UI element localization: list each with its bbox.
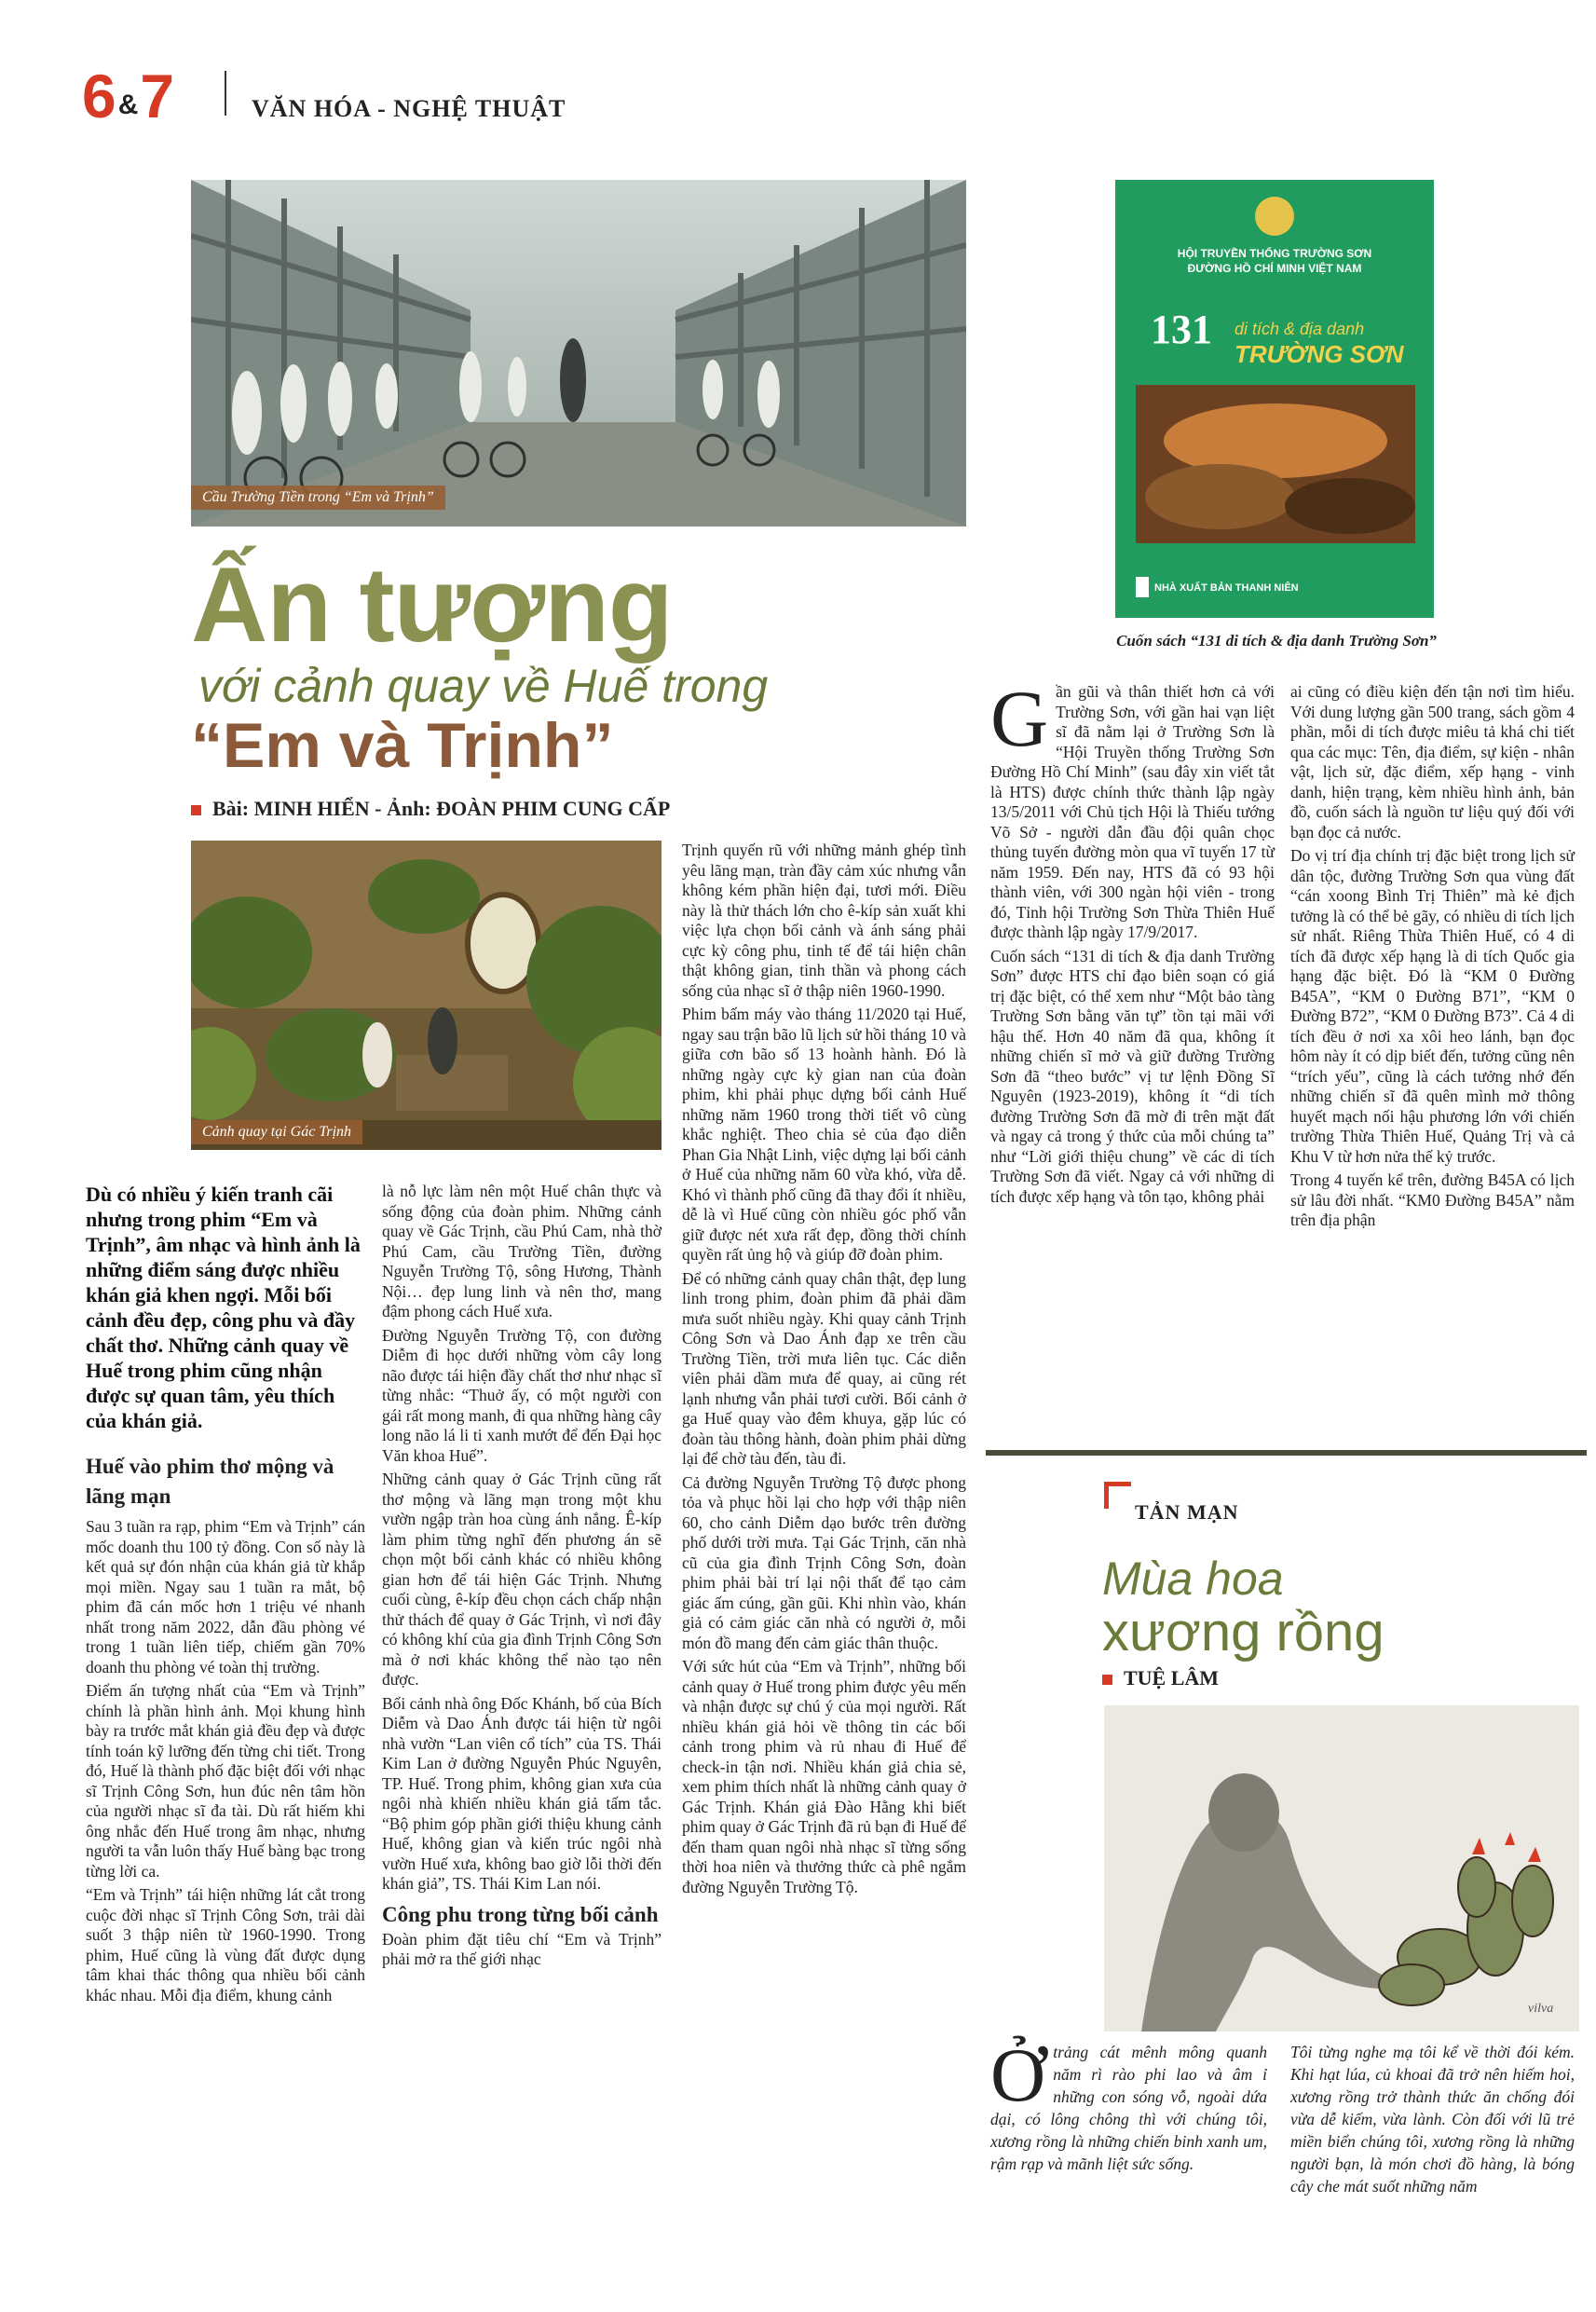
book-publisher: HỘI TRUYỀN THỐNG TRƯỜNG SƠN: [1177, 247, 1372, 260]
garden-photo-caption: Cảnh quay tại Gác Trịnh: [191, 1120, 362, 1144]
section-bracket-icon: [1104, 1482, 1131, 1509]
article-paragraph: Với sức hút của “Em và Trịnh”, những bối cảnh quay ở Huế trong phim được yêu mến và nhận được sự chú ý của mọi người. Rất nhiều khán giả hỏi về thông tin các bối cảnh trong phim và rủ nhau đi Huế để check-in tận nơi. Nhiều khán giả chia sẻ, xem phim thích nhất là những cảnh quay ở Gác Trịnh. Khán giả Đào Hằng khi biết phim quay ở Gác Trịnh đã rủ bạn đi Huế để đến tham quan ngôi nhà nhạc sĩ từng sống thời hoa niên và thưởng thức cà phê ngắm đường Nguyễn Trường Tộ.: [682, 1657, 966, 1896]
article-column-2: [382, 1182, 662, 1974]
publisher-logo-icon: [1136, 577, 1149, 597]
section-divider: [986, 1450, 1587, 1456]
article-paragraph: Để có những cảnh quay chân thật, đẹp lung linh trong phim, đoàn phim đã phải dầm mưa suốt nhiều ngày. Khi quay cảnh Trịnh Công Sơn và Dao Ánh đạp xe trên cầu Trường Tiền, trời mưa liên tục. Các diễn viên phải dầm mưa để quay, ai cũng rét lạnh nhưng vẫn phải tươi cười. Bối cảnh ở ga Huế quay vào đêm khuya, gặp lúc có đoàn tàu thông hành, đoàn phim phải dừng lại để chờ tàu đến, tàu đi.: [682, 1268, 966, 1468]
essay-column-2: [1290, 2041, 1575, 2197]
book-cover: [1115, 180, 1434, 618]
article-lead: Dù có nhiều ý kiến tranh cãi nhưng trong phim “Em và Trịnh”, âm nhạc và hình ảnh là những điểm sáng được nhiều khán giả khen ngợi. Mỗi bối cảnh đều đẹp, công phu và đầy chất thơ. Những cảnh quay về Huế trong phim cũng nhận được sự quan tâm, yêu thích của khán giả.: [86, 1183, 361, 1432]
book-painting: [1136, 385, 1415, 543]
article2-paragraph: Cuốn sách “131 di tích & địa danh Trường Sơn” được HTS chỉ đạo biên soạn có giá trị đặc biệt, có thể xem như “Một bảo tàng Trường Sơn bằng văn tự” tồn tại mãi với hậu thế. Hơn 40 năm đã qua, không ít những chiến sĩ mở và giữ đường Trường Sơn đã “theo bước” vị tư lệnh Đồng Sĩ Nguyên (1923-2019), không ít “di tích đường Trường Sơn đã mờ đi trên mặt đất và ngay cả trong ý thức của mỗi chúng ta” như “Lời giới thiệu chung” về các di tích Trường Sơn đã viết. Ngay cả với những di tích được xếp hạng và tôn tạo, không phải: [990, 946, 1275, 1206]
article2-paragraph: Trong 4 tuyến kể trên, đường B45A có lịch sử lâu đời nhất. “KM0 Đường B45A” nằm trên địa phận: [1290, 1170, 1575, 1229]
column-label: TẢN MẠN: [1135, 1500, 1239, 1524]
article-paragraph: Phim bấm máy vào tháng 11/2020 tại Huế, ngay sau trận bão lũ lịch sử hồi tháng 10 và giữa cơn bão số 13 hoành hành. Đó là những ngày cực kỳ gian nan của đoàn phim, khi phải phục dựng bối cảnh Huế những năm 1960 trong thời tiết vô cùng khắc nghiệt. Theo chia sẻ của đạo diễn Phan Gia Nhật Linh, việc dựng lại bối cảnh ở Huế của những năm 60 vừa khó, vừa dễ. Khó vì thành phố cũng đã thay đổi ít nhiều, dễ là vì Huế cũng còn nhiều góc phố vẫn giữ được nét xưa rất đẹp, đồng thời chính quyền rất ủng hộ và giúp đỡ đoàn phim.: [682, 1005, 966, 1264]
article-paragraph: Đoàn phim đặt tiêu chí “Em và Trịnh” phải mở ra thế giới nhạc: [382, 1929, 662, 1968]
article2-paragraph: Gần gũi và thân thiết hơn cả với Trường Sơn, với gần hai vạn liệt sĩ đã nằm lại ở Trường Sơn là “Hội Truyền thống Trường Sơn Đường Hồ Chí Minh” (sau đây xin viết tắt là HTS) được chính thức thành lập ngày 13/5/2011 với Chủ tịch Hội là Thiếu tướng Võ Sở - người dẫn đầu đội quân chọc thủng tuyến đường mòn qua vĩ tuyến 17 từ năm 1959. Đến nay, HTS đã có 93 hội thành viên, với 300 ngàn hội viên - trong đó, Tỉnh hội Trường Sơn Thừa Thiên Huế được thành lập ngày 17/9/2017.: [990, 674, 1275, 941]
header-divider: [225, 71, 226, 116]
article-column-1: [86, 1182, 365, 2009]
cactus-illustration-image: [1104, 1705, 1579, 2032]
section-title: VĂN HÓA - NGHỆ THUẬT: [252, 95, 566, 122]
article-paragraph: Đường Nguyễn Trường Tộ, con đường Diễm đi học dưới những vòm cây long não được tái hiện đầy chất thơ như nhạc sĩ từng nhắc: “Thuở ấy, có một người con gái rất mong manh, đi qua những hàng cây long não lá li ti xanh mướt để đến Đại học Văn khoa Huế”.: [382, 1325, 662, 1465]
article-paragraph: Những cảnh quay ở Gác Trịnh cũng rất thơ mộng và lãng mạn trong một khu vườn ngập tràn hoa cùng ánh nắng. Ê-kíp làm phim từng nghĩ đến phương án sẽ chọn một bối cảnh khác có nhiều không gian hơn để tái hiện Gác Trịnh. Nhưng cuối cùng, ê-kíp đều chọn cách chấp nhận thử thách để quay ở Gác Trịnh, vì nơi đây có không khí của gia đình Trịnh Công Sơn mà ở nơi khác không thể nào tạo nên được.: [382, 1470, 662, 1689]
book-painting-image: [1136, 385, 1415, 543]
article2-column-2: [1290, 682, 1575, 1235]
bridge-scene-image: [191, 180, 966, 527]
article-paragraph: Sau 3 tuần ra rạp, phim “Em và Trịnh” cán mốc doanh thu 100 tỷ đồng. Con số này là kết quả sự đón nhận của khán giả từ khắp mọi miền. Ngay sau 1 tuần ra mắt, bộ phim đã cán mốc hơn 1 triệu vé nhanh nhất trong năm 2022, dẫn đầu phòng vé trong 1 tuần liên tiếp, chiếm gần 70% doanh thu phòng vé toàn thị trường.: [86, 1517, 365, 1676]
garden-scene-image: [191, 841, 662, 1150]
article-paragraph: Điểm ấn tượng nhất của “Em và Trịnh” chính là phần hình ảnh. Mọi khung hình bày ra trước mắt khán giả đều đẹp và được tính toán kỹ lưỡng đến từng chi tiết. Trong đó, Huế là thành phố đặc biệt đối với nhạc sĩ Trịnh Công Sơn, hun đúc nên tâm hồn của người nhạc sĩ đa tài. Dù rất hiếm khi ông nhắc đến Huế trong âm nhạc, nhưng người ta vẫn luôn thấy Huế bàng bạc trong từng lời ca.: [86, 1681, 365, 1881]
emblem-icon: [1255, 197, 1294, 236]
book-title-big: TRƯỜNG SƠN: [1235, 340, 1404, 368]
byline-marker: [191, 805, 201, 815]
book-publisher-sub: ĐƯỜNG HỒ CHÍ MINH VIỆT NAM: [1187, 262, 1362, 275]
bridge-photo: [191, 180, 966, 527]
article-paragraph: là nỗ lực làm nên một Huế chân thực và sống động của đoàn phim. Những cảnh quay về Gác Trịnh, cầu Phú Cam, nhà thờ Phú Cam, cầu Trường Tiền, đường Nguyễn Trường Tộ, sông Hương, Thành Nội… đẹp lung linh và nên thơ, mang đậm phong cách Huế xưa.: [382, 1182, 662, 1320]
essay-title-line1: Mùa hoa: [1102, 1553, 1284, 1605]
article2-paragraph: Do vị trí địa chính trị đặc biệt trong lịch sử dân tộc, đường Trường Sơn qua vùng đất “cán xoong Bình Trị Thiên” mà kẻ địch tưởng là có thể bẻ gãy, có nhiều di tích lịch sử nhất. Riêng Thừa Thiên Huế, có 4 di tích đã được xếp hạng là di tích Quốc gia hạng đặc biệt. Đó là “KM 0 Đường B45A”, “KM 0 Đường B71”, “KM 0 Đường B72”, “KM 0 Đường B73”. Cả 4 di tích đều ở nơi xa xôi heo lánh, bạn đọc hôm này ít có dịp biết đến, tưởng cũng nên “trích yếu”, cũng là cách tưởng nhớ đến những chiến sĩ đã quên mình mở thông huyết mạch nối hậu phương lớn với chiến trường Thừa Thiên Huế, Quảng Trị và cả Khu V từ hơn nửa thế kỷ trước.: [1290, 846, 1575, 1166]
book-caption: Cuốn sách “131 di tích & địa danh Trường Sơn”: [1116, 632, 1437, 650]
book-number: 131: [1151, 307, 1212, 352]
essay-title-line2: xương rồng: [1102, 1602, 1385, 1662]
author-marker: [1102, 1675, 1112, 1685]
headline-film-title: “Em và Trịnh”: [191, 710, 614, 781]
subhead-1: Huế vào phim thơ mộng và lãng mạn: [86, 1455, 334, 1508]
page-number: 6&7: [82, 62, 175, 130]
garden-photo: [191, 841, 662, 1150]
essay-drop-cap: Ở: [990, 2032, 1046, 2117]
article-paragraph: Cả đường Nguyễn Trường Tộ được phong tỏa và phục hồi lại cho hợp với thập niên 60, cho cảnh Diễm dạo bước trên đường phố dưới trời mưa. Tại Gác Trịnh, căn nhà cũ của gia đình Trịnh Công Sơn, đoàn phim phải bài trí lại nội thất để tạo cảm giác ấm cúng, gần gũi. Khi nhìn vào, khán giả có cảm giác căn nhà có người ở, mỗi món đồ mang đến cảm giác thân thuộc.: [682, 1472, 966, 1652]
article-paragraph: Trịnh quyến rũ với những mảnh ghép tình yêu lãng mạn, tràn đầy cảm xúc nhưng vẫn không kém phần hiện đại, tươi mới. Điều này là thử thách lớn cho ê-kíp sản xuất khi việc lựa chọn bối cảnh và ánh sáng phải cực kỳ công phu, tinh tế để tái hiện chân thật không gian, tinh thần và phong cách sống của nhạc sĩ ở thập niên 1960-1990.: [682, 841, 966, 1000]
article-paragraph: Bối cảnh nhà ông Đốc Khánh, bố của Bích Diễm và Dao Ánh được tái hiện từ ngôi nhà vườn “Lan viên cổ tích” của TS. Thái Kim Lan ở đường Nguyễn Phúc Nguyên, TP. Huế. Trong phim, không gian xưa của ngôi nhà khiến nhiều khán giả tấm tắc. “Bộ phim góp phần giới thiệu khung cảnh Huế, không gian và kiến trúc ngôi nhà vườn Huế xưa, không bao giờ lỗi thời đến khán giả”, TS. Thái Kim Lan nói.: [382, 1693, 662, 1893]
subhead-2: Công phu trong từng bối cảnh: [382, 1902, 659, 1926]
article-column-3: [682, 841, 966, 1901]
bridge-photo-caption: Cầu Trường Tiền trong “Em và Trịnh”: [191, 486, 445, 510]
book-title-small: di tích & địa danh: [1235, 320, 1365, 338]
essay-paragraph: Tôi từng nghe mạ tôi kể về thời đói kém. Khi hạt lúa, củ khoai đã trở nên hiếm hoi, xương rồng trở thành thức ăn chống đói vừa dễ kiếm, vừa lành. Còn đối với lũ trẻ miền biển chúng tôi, xương rồng là những người bạn, là món chơi đồ hàng, là bóng cây che mát suốt những năm: [1290, 2043, 1575, 2196]
drop-cap: G: [990, 674, 1049, 763]
article-paragraph: “Em và Trịnh” tái hiện những lát cắt trong cuộc đời nhạc sĩ Trịnh Công Sơn, trải dài suốt 3 thập niên từ 1960-1990. Trong phim, Huế cũng là vùng đất được dụng tâm khai thác thông qua nhiều bối cảnh khác nhau. Mỗi địa điểm, khung cảnh: [86, 1885, 365, 2004]
artist-signature: vilva: [1528, 2002, 1554, 2016]
article2-paragraph: ai cũng có điều kiện đến tận nơi tìm hiểu. Với dung lượng gần 500 trang, sách gồm 4 phần, mỗi di tích được miêu tả khá chi tiết qua các mục: Tên, địa điểm, sự kiện - nhân vật, lịch sử, đặc điểm, xếp hạng - vinh danh, hiện trạng, kèm nhiều hình ảnh, bản đồ, cuốn sách là nguồn tư liệu quý đối với bạn đọc cả nước.: [1290, 682, 1575, 841]
cactus-illustration: [1104, 1705, 1579, 2032]
byline: Bài: MINH HIỂN - Ảnh: ĐOÀN PHIM CUNG CẤP: [191, 797, 670, 821]
essay-paragraph: trảng cát mênh mông quanh năm rì rào phi lao và âm ỉ những con sóng vỗ, ngoài dứa dại, có lông chông thì với chúng tôi, xương rồng là những chiến binh xanh um, rậm rạp và mãnh liệt sức sống.: [990, 2043, 1267, 2173]
headline-title: Ấn tượng: [191, 546, 673, 664]
article2-column-1: [990, 674, 1275, 1211]
essay-author: TUỆ LÂM: [1102, 1666, 1219, 1690]
headline-subtitle: với cảnh quay về Huế trong: [198, 660, 769, 712]
essay-column-1: [990, 2032, 1267, 2175]
book-publisher-bottom: NHÀ XUẤT BẢN THANH NIÊN: [1154, 582, 1299, 594]
